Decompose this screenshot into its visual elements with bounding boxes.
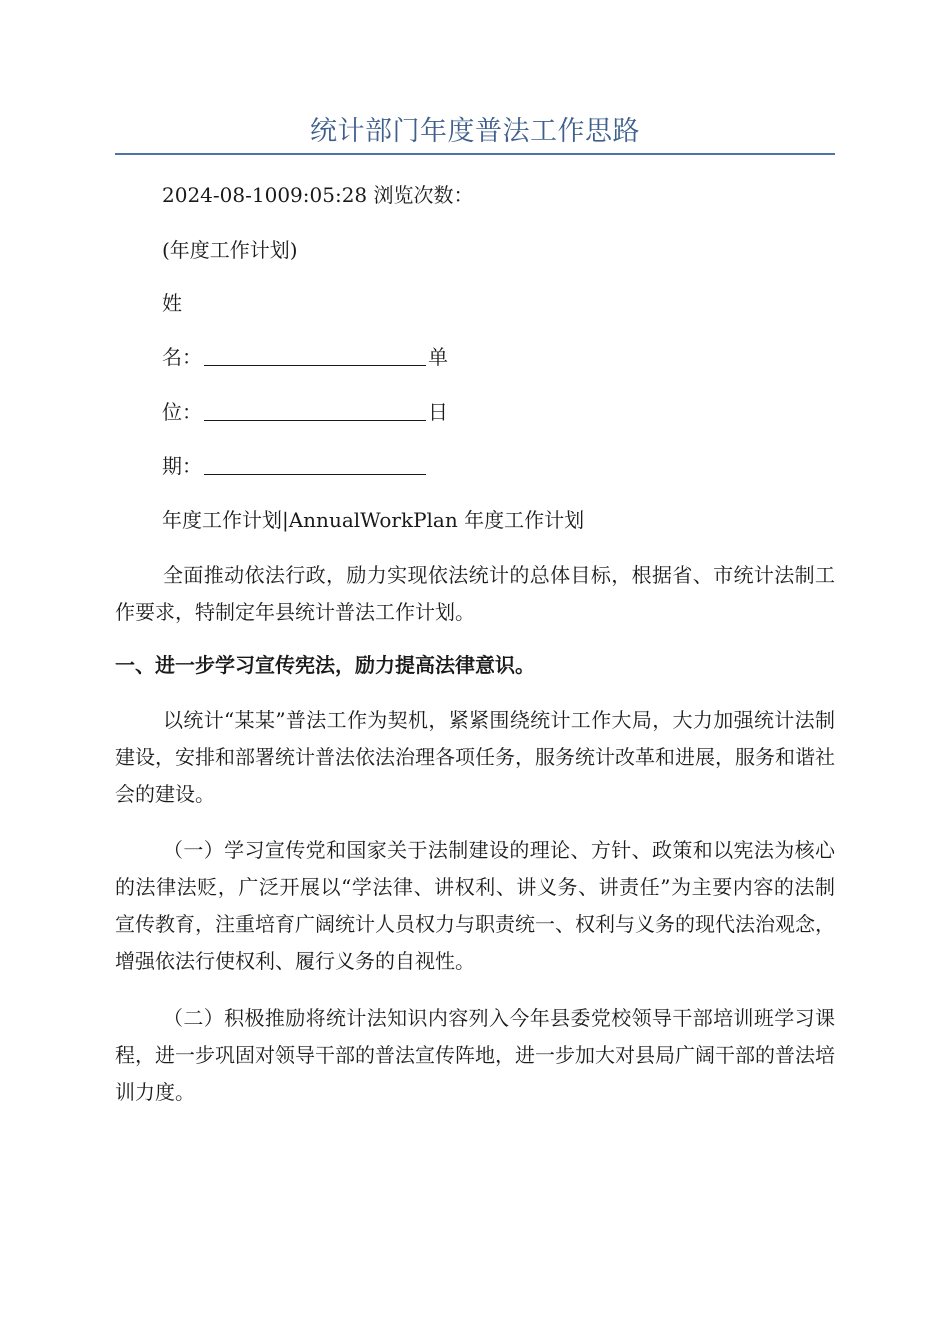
form-name-label-start: 姓 xyxy=(162,291,182,315)
section1-paragraph: 以统计“某某”普法工作为契机，紧紧围绕统计工作大局，大力加强统计法制建设，安排和部署统计普法依法治理各项任务，服务统计改革和进展，服务和谐社会的建设。 xyxy=(115,708,835,806)
section1-heading: 一、进一步学习宣传宪法，励力提高法律意识。 xyxy=(115,653,535,677)
name-blank-line xyxy=(204,345,426,366)
form-unit-row xyxy=(162,398,448,426)
date-blank-line xyxy=(204,454,426,475)
form-name-label-end: 名： xyxy=(162,345,202,369)
document-title: 统计部门年度普法工作思路 xyxy=(310,116,640,147)
title-underline xyxy=(115,153,835,155)
form-date-label-end: 期： xyxy=(162,454,202,478)
form-name-row xyxy=(162,343,448,371)
form-date-row xyxy=(162,452,428,480)
form-unit-label-end: 位： xyxy=(162,400,202,424)
item2-paragraph: （二）积极推励将统计法知识内容列入今年县委党校领导干部培训班学习课程，进一步巩固对领导干部的普法宣传阵地，进一步加大对县局广阔干部的普法培训力度。 xyxy=(115,1006,835,1104)
plan-label: (年度工作计划) xyxy=(162,238,298,262)
intro-paragraph: 全面推动依法行政，励力实现依法统计的总体目标，根据省、市统计法制工作要求，特制定年县统计普法工作计划。 xyxy=(115,563,835,624)
item1-paragraph: （一）学习宣传党和国家关于法制建设的理论、方针、政策和以宪法为核心的法律法贬，广泛开展以“学法律、讲权利、讲义务、讲责任”为主要内容的法制宣传教育，注重培育广阔统计人员权力与职责统一、权利与义务的现代法治观念，增强依法行使权利、履行义务的自视性。 xyxy=(115,838,835,973)
form-date-label-start: 日 xyxy=(428,400,448,424)
unit-blank-line xyxy=(204,400,426,421)
meta-line: 2024-08-1009:05:28 浏览次数： xyxy=(162,183,474,207)
form-unit-label-start: 单 xyxy=(428,345,448,369)
plan-header: 年度工作计划|AnnualWorkPlan 年度工作计划 xyxy=(162,508,585,532)
